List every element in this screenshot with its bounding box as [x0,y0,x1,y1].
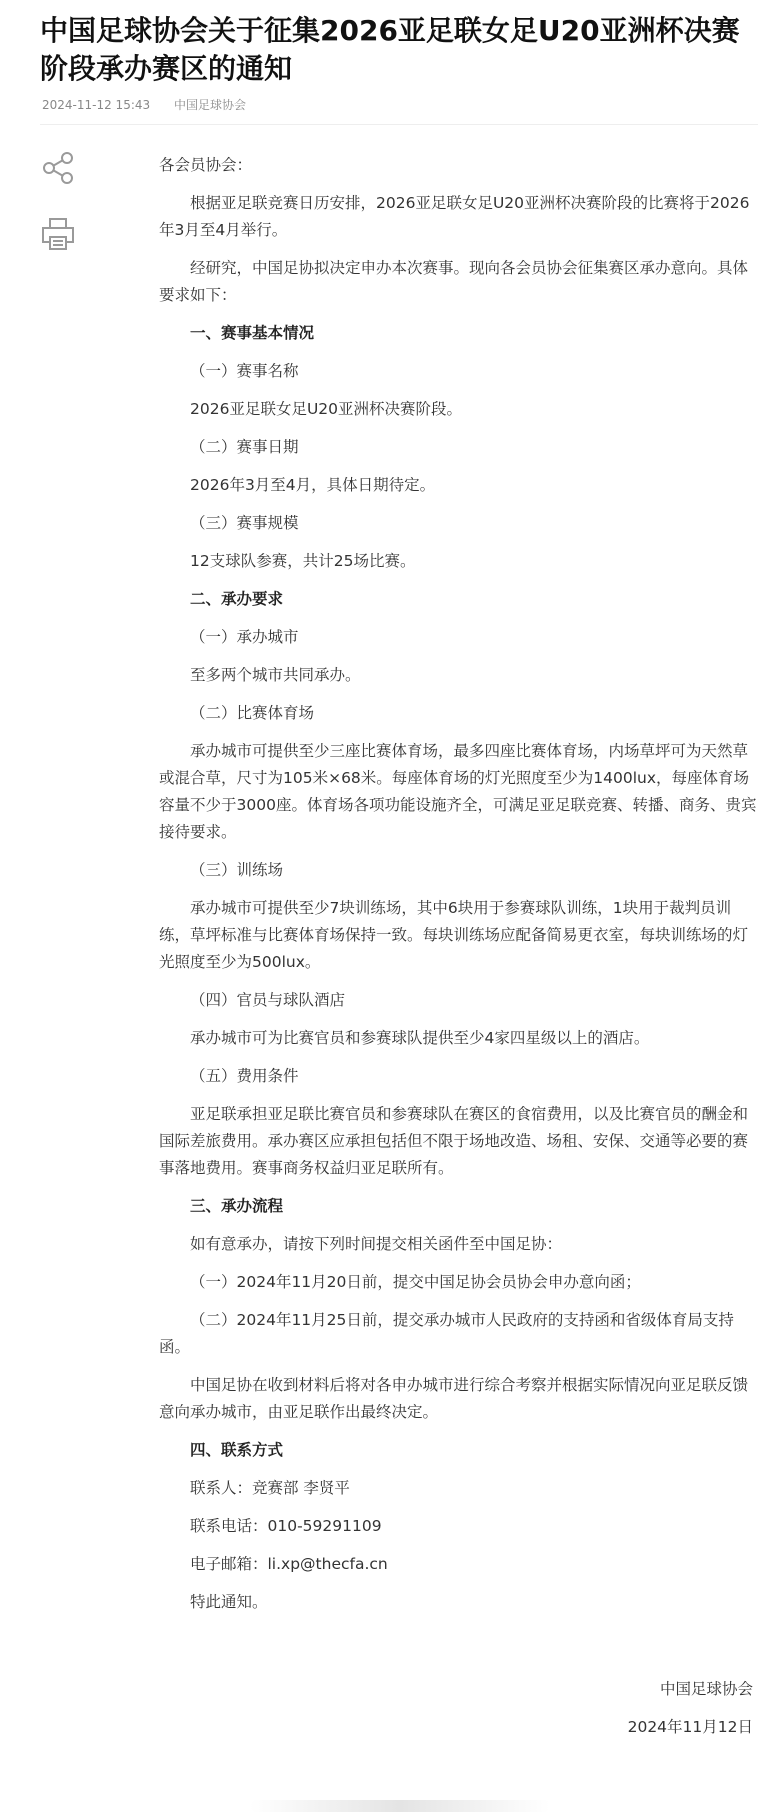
paragraph: 亚足联承担亚足联比赛官员和参赛球队在赛区的食宿费用，以及比赛官员的酬金和国际差旅费用。承办赛区应承担包括但不限于场地改造、场租、安保、交通等必要的赛事落地费用。赛事商务权益归亚足联所有。 [159,1105,749,1177]
paragraph: 承办城市可为比赛官员和参赛球队提供至少4家四星级以上的酒店。 [190,1029,650,1047]
paragraph: 承办城市可提供至少三座比赛体育场，最多四座比赛体育场，内场草坪可为天然草或混合草，尺寸为105米×68米。每座体育场的灯光照度至少为1400lux，每座体育场容量不少于3000座。体育场各项功能设施齐全，可满足亚足联竞赛、转播、商务、贵宾接待要求。 [159,742,757,841]
subsection-heading: （四）官员与球队酒店 [190,991,346,1009]
subsection-heading: （一）赛事名称 [190,362,299,380]
section-heading: 二、承办要求 [190,590,284,608]
signature-org: 中国足球协会 [659,1680,753,1698]
article-source[interactable]: 中国足球协会 [173,98,246,112]
paragraph: （二）2024年11月25日前，提交承办城市人民政府的支持函和省级体育局支持函。 [159,1311,734,1356]
subsection-heading: （一）承办城市 [190,628,299,646]
paragraph: 承办城市可提供至少7块训练场，其中6块用于参赛球队训练，1块用于裁判员训练，草坪标准与比赛体育场保持一致。每块训练场应配备简易更衣室，每块训练场的灯光照度至少为500lux。 [159,899,749,971]
signature-date: 2024年11月12日 [627,1718,753,1736]
contact-email: 电子邮箱：li.xp@thecfa.cn [190,1555,388,1573]
paragraph: 至多两个城市共同承办。 [190,666,361,684]
signature-block [628,1676,753,1752]
title-divider [40,124,758,125]
paragraph: 2026亚足联女足U20亚洲杯决赛阶段。 [190,400,463,418]
subsection-heading: （三）赛事规模 [190,514,299,532]
paragraph: 经研究，中国足协拟决定申办本次赛事。现向各会员协会征集赛区承办意向。具体要求如下： [159,259,749,304]
paragraph: 中国足协在收到材料后将对各申办城市进行综合考察并根据实际情况向亚足联反馈意向承办城市，由亚足联作出最终决定。 [159,1376,749,1421]
subsection-heading: （五）费用条件 [190,1067,299,1085]
article-title: 中国足球协会关于征集2026亚足联女足U20亚洲杯决赛阶段承办赛区的通知 [40,14,740,85]
subsection-heading: （三）训练场 [190,861,284,879]
contact-person: 联系人：竞赛部 李贤平 [190,1479,350,1497]
section-heading: 一、赛事基本情况 [190,324,315,342]
subsection-heading: （二）赛事日期 [190,438,299,456]
closing-line: 特此通知。 [190,1593,268,1611]
article-meta [42,96,266,113]
share-icon[interactable] [40,150,76,186]
paragraph: 2026年3月至4月，具体日期待定。 [190,476,436,494]
contact-phone: 联系电话：010-59291109 [190,1517,382,1535]
paragraph: （一）2024年11月20日前，提交中国足协会员协会申办意向函； [190,1273,641,1291]
bottom-fade-decoration [250,1800,550,1812]
section-heading: 三、承办流程 [190,1197,284,1215]
publish-date: 2024-11-12 15:43 [42,98,151,112]
salutation: 各会员协会： [159,156,253,174]
subsection-heading: （二）比赛体育场 [190,704,315,722]
section-heading: 四、联系方式 [190,1441,284,1459]
paragraph: 12支球队参赛，共计25场比赛。 [190,552,416,570]
print-icon[interactable] [40,216,76,252]
article-body [159,152,757,1627]
paragraph: 根据亚足联竞赛日历安排，2026亚足联女足U20亚洲杯决赛阶段的比赛将于2026年3月至4月举行。 [159,194,750,239]
paragraph: 如有意承办，请按下列时间提交相关函件至中国足协： [190,1235,563,1253]
